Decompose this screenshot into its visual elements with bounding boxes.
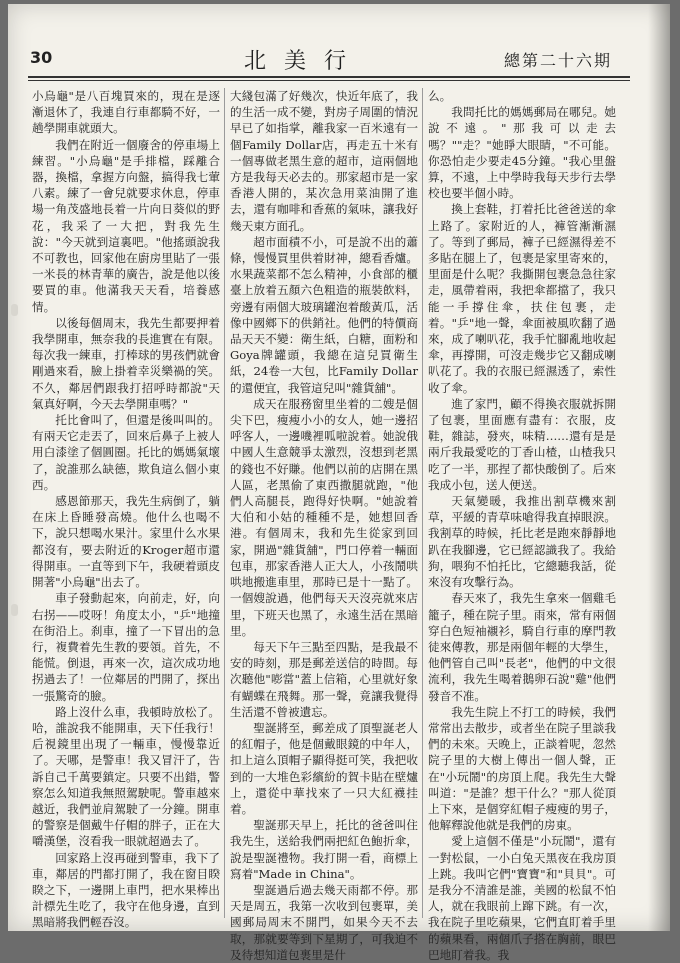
- magazine-page: [8, 4, 670, 962]
- paragraph: 超市面積不小，可是說不出的蕭條，慢慢買里供着財神，總看香爐。水果蔬菜都不怎么精神，小食部的櫃臺上放着五顏六色粗造的瓶裝飲料，旁邊有兩個大玻璃罐泡着酸黃瓜，活像中國鄉下的供銷社。他們的特價商品天天不變：衛生紙，白糖，面粉和Goya牌罐頭，我總在這兒買衛生紙，24卷一大包，比Family Dollar的還便宜，我管這兒叫"雜貨舖"。: [230, 234, 418, 395]
- column-divider: [224, 88, 225, 918]
- page-header: [8, 44, 648, 74]
- paragraph: 路上沒什么車，我頓時放松了。哈，誰說我不能開車，天下任我行！后視鏡里出現了一輛車，慢慢靠近了。天哪，是警車！我又冒汗了，告訴自己千萬要鎮定。只要不出錯，警察怎么知道我無照駕駛呢。警車越來越近，我們並肩駕駛了一分鐘。開車的警察是個戴牛仔帽的胖子，正在大嚼漢堡，沒看我一眼就超過去了。: [32, 704, 220, 849]
- paragraph: 聖誕過后過去幾天雨都不停。那天是周五，我第一次收到包裹單，美國郵局周末不開門，如果今天不去取，那就要等到下星期了，可我迫不及待想知道包裹里是什: [230, 882, 418, 962]
- header-rule-thin: [28, 80, 630, 81]
- paragraph: 春天來了，我先生拿來一個雞毛籠子，種在院子里。雨來，常有兩個穿白色短袖襯衫，騎自行車的摩門教徒來傳教，那是兩個年輕的大學生，他們管自己叫"長老"，他們的中文很流利，我先生喝着鵝卵石說"雞"他們發音不准。: [428, 591, 616, 703]
- paragraph: 我問托比的媽媽郵局在哪兒。她說不遠。"那我可以走去嗎？""走？"她睜大眼睛，"不可能。你恐怕走少要走45分鐘。"我心里盤算，不遠，上中學時我每天步行去學校也要半個小時。: [428, 105, 616, 201]
- paragraph: 換上套鞋，打着托比爸爸送的傘上路了。家附近的人，褲管漸漸濕了。等到了郵局，褲子已經濕得差不多貼在腿上了，包裹是家里寄來的，里面是什么呢？我撕開包裹急急往家走，風帶着兩，我把傘都擋了，我只能一手撐住傘，扶住包裹，走着。"乒"地一聲，傘面被風吹翻了過來，成了喇叭花，我手忙腳亂地收起傘，再撐開，可沒走幾步它又翻成喇叭花了。我的衣服已經濕透了，索性收了傘。: [428, 202, 616, 395]
- punch-hole: [11, 604, 18, 616]
- column-divider: [422, 88, 423, 918]
- paragraph: 聖誕將至，郵差成了頂聖誕老人的紅帽子，他是個戴眼鏡的中年人，扣上這么頂帽子顯得挺可笑，我把收到的一大堆色彩繽紛的賀卡貼在壁爐上，還從中華找來了一只大紅襪挂着。: [230, 720, 418, 816]
- paragraph: 愛上這個不僅是"小玩鬧"，還有一對松鼠，一小白兔天黑夜在我房頂上跳。我叫它們"寶寶"和"貝貝"。可是我分不清誰是誰，美國的松鼠不怕人，就在我眼前上蹿下跳。有一次，我在院子里吃蘋果，它們直盯着手里的蘋果看，兩個爪子搭在胸前，眼巴巴地盯着我。我: [428, 834, 616, 962]
- text-column-1: [32, 88, 220, 930]
- binding-shadow: [648, 4, 670, 931]
- paragraph: 我們在附近一個廢舍的停車場上練習。"小烏龜"是手排檔，踩離合器，換檔，拿握方向盤，搞得我七葷八素。練了一會兒就要求休息，停車場一角茂盛地長着一片向日葵似的野花，我采了一大把，對我先生說："今天就到這裏吧。"他搖頭說我不可教也，回家他在廚房里貼了一張一米長的林青華的廣告，說是他以後要買的車。他滿我天天看，培養感情。: [32, 137, 220, 314]
- paragraph: 天氣變暖，我推出割草機來割草，平緩的青草味嗆得我直掉眼淚。我割草的時候，托比老是跑來靜靜地趴在我腳邊，它已經認識我了。我給狗，喂狗不怕托比，它總聽我話，從來沒有攻擊行為。: [428, 494, 616, 590]
- paragraph: 進了家門，顧不得換衣服就拆開了包裹，里面應有盡有：衣服，皮鞋，雜誌，發夾，味精……還有是是兩斤我最愛吃的丁香山楂，山楂我只吃了一半，那捏了都快酸倒了。后來我成小包，送人便送。: [428, 396, 616, 492]
- text-column-3: [428, 88, 616, 962]
- paragraph: 感恩節那天，我先生病倒了，躺在床上昏睡發高燒。他什么也喝不下，說只想喝水果汁。家里什么水果都沒有，要去附近的Kroger超市還得開車。一直等到下午，我硬着頭皮開著"小烏龜"出去了。: [32, 494, 220, 590]
- issue-number: 總第二十六期: [504, 51, 613, 70]
- punch-hole: [11, 304, 18, 316]
- paragraph: 我先生院上不打工的時候，我們常常出去散步，或者坐在院子里談我們的未來。天晚上，正談着呢，忽然院子里的大樹上傳出一個人聲，正在"小玩鬧"的房頂上爬。我先生大聲叫道："是誰？想干什么？"那人從頂上下來，是個穿紅帽子瘦瘦的男子，他解釋說他就是我們的房東。: [428, 704, 616, 833]
- header-rule: [28, 76, 630, 78]
- masthead-title: 北美行: [244, 49, 365, 74]
- text-column-2: [230, 88, 418, 962]
- paragraph: 以後每個周末，我先生都要押着我學開車，無奈我的長進實在有限。每次我一練車，打棒球的男孩們就會剛過來看，臉上掛着幸災樂禍的笑。不久，鄰居們跟我打招呼時都說"天氣真好啊，今天去學開車嗎？": [32, 315, 220, 411]
- paragraph: 聖誕那天早上，托比的爸爸叫住我先生，送給我們兩把紅色鮑折傘，說是聖誕禮物。我打開一看，商標上寫着"Made in China"。: [230, 818, 418, 881]
- page-number: 30: [30, 48, 53, 67]
- paragraph: 回家路上沒再碰到警車，我下了車，鄰居的門都打開了，我在窗目睽睽之下，一邊開上車門，把水果棒出計標先生吃了，我守在他身邊，直到黑暗將我們輕吞沒。: [32, 850, 220, 930]
- paragraph: 小烏龜"是八百塊買來的，現在是逐漸退休了，我連自行車都騎不好，一趟學開車就頭大。: [32, 89, 220, 136]
- paragraph: 車子發動起來，向前走，好，向右拐——哎呀！角度太小，"乒"地撞在街沿上。刹車，撞了一下冒出的急行，複費着先生教的要領。首先，不能慌。倒退，再來一次，這次成功地拐過去了！一位鄰居的門開了，探出一張驚奇的臉。: [32, 591, 220, 703]
- paragraph: 成天在服務窗里坐着的二嫂是個尖下巴，瘦瘦小小的女人，她一邊招呼客人，一邊嘰裡呱啦說着。她說俄中國人生意競爭太激烈，沒想到老黑的錢也不好賺。他們以前的店開在黑人區，老黑偷了東西撒腿就跑，"他們人高腿長，跑得好快啊。"她說着大伯和小姑的種種不是，她想回香港。有個周末，我和先生從家到回家，開過"雜貨舖"，門口停着一輛面包車，那家香港人正大人，小孩鬧哄哄地搬進車里，那時已是十一點了。一個嫂說過，他們每天天沒亮就來店里，下班天也黑了，永遠生活在黑暗里。: [230, 396, 418, 638]
- paragraph: 大綫包滿了好幾次，快近年底了，我的生活一成不變，對房子周圍的情況早已了如指掌，離我家一百米遠有一個Family Dollar店，再走五十米有一個專做老黑生意的超市，這兩個地方是我每天必去的。那家超市是一家香港人開的，某次急用菜油開了進去，還有咖啡和香蕉的氣味，讓我好幾天東方面孔。: [230, 89, 418, 233]
- paragraph: 么。: [428, 89, 452, 103]
- paragraph: 托比會叫了，但還是後叫叫的。有兩天它走丟了，回來后鼻子上被人用白漆塗了個圓圈。托比的媽媽氣壞了，說誰那么缺德，欺負這么個小東西。: [32, 413, 220, 492]
- paragraph: 每天下午三點至四點，是我最不安的時刻，那是郵差送信的時間。每次聽他"嘭當"蓋上信箱，心里就好象有蝴蝶在飛舞。那一聲，竟讓我覺得生活還不曾被遺忘。: [230, 639, 418, 719]
